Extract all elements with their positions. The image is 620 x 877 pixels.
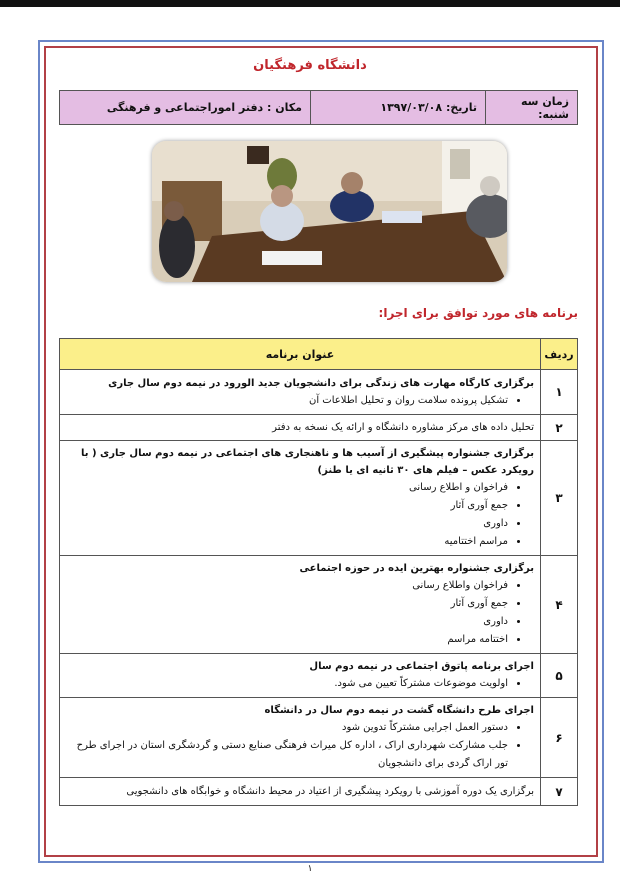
row-title: برگزاری جشنواره پیشگیری از آسیب ها و ناهنجاری های اجتماعی در نیمه دوم سال جاری ( با رویکرد عکس – فیلم های ۳۰ ثانیه ای یا طنز) <box>81 448 534 476</box>
list-item: • داوری <box>66 515 508 533</box>
list-item: • جمع آوری آثار <box>66 595 508 613</box>
row-content <box>60 415 541 441</box>
table-row <box>60 556 578 654</box>
row-number: ۵ <box>541 654 578 698</box>
row-content <box>60 698 541 778</box>
row-title: برگزاری جشنواره بهترین ایده در حوزه اجتماعی <box>299 563 534 574</box>
row-bullets <box>66 675 534 693</box>
list-item: • تشکیل پرونده سلامت روان و تحلیل اطلاعات آن <box>66 392 508 410</box>
row-title: برگزاری کارگاه مهارت های زندگی برای دانشجویان جدید الورود در نیمه دوم سال جاری <box>108 377 534 389</box>
list-item: • اولویت موضوعات مشترکاً تعیین می شود. <box>66 675 508 693</box>
document-title: دانشگاه فرهنگیان <box>253 58 367 73</box>
meeting-date: تاریخ: ۱۳۹۷/۰۳/۰۸ <box>310 91 485 124</box>
row-bullets <box>66 479 534 551</box>
row-content <box>60 370 541 415</box>
row-title: اجرای برنامه پاتوق اجتماعی در نیمه دوم سال <box>309 661 534 672</box>
row-number: ۲ <box>541 415 578 441</box>
list-item: • اختتامه مراسم <box>66 631 508 649</box>
row-number: ۱ <box>541 370 578 415</box>
programs-table <box>59 338 578 806</box>
row-bullets <box>66 392 534 410</box>
row-content <box>60 556 541 654</box>
list-item: • فراخوان واطلاع رسانی <box>66 577 508 595</box>
row-title: برگزاری یک دوره آموزشی با رویکرد پیشگیری از اعتیاد در محیط دانشگاه و خوابگاه های دانشجویی <box>126 786 534 797</box>
table-row <box>60 415 578 441</box>
table-row <box>60 778 578 806</box>
row-content <box>60 778 541 806</box>
meeting-place: مکان : دفتر اموراجتماعی و فرهنگی <box>106 101 302 114</box>
meeting-info-bar <box>59 90 578 125</box>
scan-top-edge <box>0 0 620 7</box>
section-title: برنامه های مورد توافق برای اجرا: <box>378 306 578 320</box>
row-number: ۴ <box>541 556 578 654</box>
table-header-row <box>60 339 578 370</box>
meeting-photo <box>152 141 507 282</box>
row-title: اجرای طرح دانشگاه گشت در نیمه دوم سال در دانشگاه <box>264 705 534 716</box>
list-item: • مراسم اختتامیه <box>66 533 508 551</box>
list-item: • دستور العمل اجرایی مشترکاً تدوین شود <box>66 719 508 737</box>
row-content <box>60 654 541 698</box>
list-item: • جمع آوری آثار <box>66 497 508 515</box>
row-number: ۶ <box>541 698 578 778</box>
row-title: تحلیل داده های مرکز مشاوره دانشگاه و ارائه یک نسخه به دفتر <box>272 422 534 433</box>
list-item: • داوری <box>66 613 508 631</box>
row-number: ۳ <box>541 441 578 556</box>
meeting-photo-image <box>152 141 507 282</box>
header-row-number: ردیف <box>541 339 578 370</box>
row-bullets <box>66 719 534 773</box>
row-bullets <box>66 577 534 649</box>
page-number: ۱ <box>307 864 313 874</box>
table-row <box>60 698 578 778</box>
list-item: • جلب مشارکت شهرداری اراک ، اداره کل میراث فرهنگی صنایع دستی و گردشگری استان در اجرای طرح تور اراک گردی برای دانشجویان <box>66 737 508 773</box>
table-row <box>60 370 578 415</box>
table-row <box>60 441 578 556</box>
header-program-title: عنوان برنامه <box>60 339 541 370</box>
meeting-day: زمان سه شنبه: <box>485 91 577 124</box>
row-number: ۷ <box>541 778 578 806</box>
row-content <box>60 441 541 556</box>
table-row <box>60 654 578 698</box>
list-item: • فراخوان و اطلاع رسانی <box>66 479 508 497</box>
